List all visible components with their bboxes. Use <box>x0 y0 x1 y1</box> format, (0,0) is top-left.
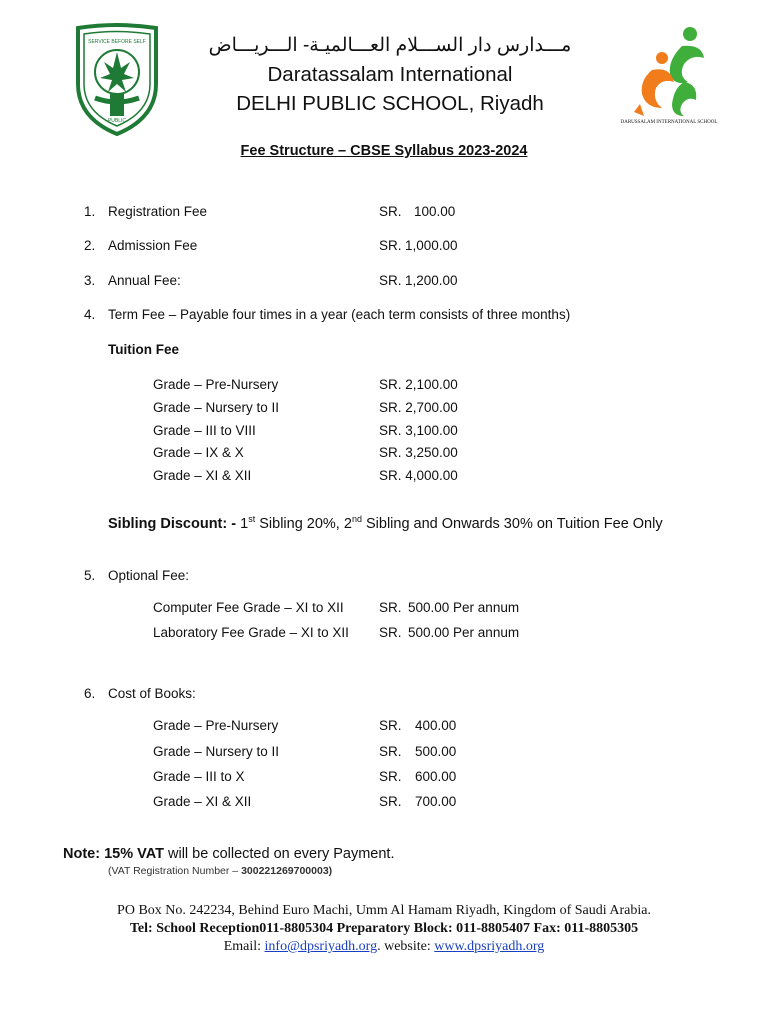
footer-contact <box>0 939 768 955</box>
school-name-arabic: مـــدارس دار الســـلام العـــالميـة- الـــريـــاض <box>208 35 572 56</box>
tuition-amount: SR. 4,000.00 <box>379 468 458 483</box>
website-link[interactable]: www.dpsriyadh.org <box>434 939 545 954</box>
optional-item-amount: 500.00 Per annum <box>408 625 520 640</box>
svg-text:PUBLIC: PUBLIC <box>107 118 127 124</box>
optional-item-name: Computer Fee Grade – XI to XII <box>153 600 344 615</box>
books-currency: SR. <box>379 794 402 809</box>
books-amount: 600.00 <box>415 769 457 784</box>
vat-registration-number: 300221269700003) <box>241 865 333 877</box>
books-amount: 500.00 <box>415 744 457 759</box>
sibling-first-text: Sibling 20%, 2 <box>255 516 352 532</box>
email-link[interactable]: info@dpsriyadh.org <box>264 939 378 954</box>
books-grade: Grade – XI & XII <box>153 794 252 809</box>
vat-registration-prefix: (VAT Registration Number – <box>108 865 242 877</box>
fee-currency: SR. <box>379 238 402 253</box>
page-title-text: Fee Structure – CBSE Syllabus 2023-2024 <box>240 143 528 159</box>
fee-amount: 1,200.00 <box>405 273 458 288</box>
books-grade: Grade – Nursery to II <box>153 744 280 759</box>
optional-fee-number: 5. <box>84 568 96 583</box>
vat-note <box>63 846 394 862</box>
tuition-grade: Grade – Nursery to II <box>153 400 280 415</box>
fee-label: Registration Fee <box>108 204 208 219</box>
tuition-grade: Grade – IX & X <box>153 445 244 460</box>
tuition-grade: Grade – Pre-Nursery <box>153 377 279 392</box>
fee-number: 2. <box>84 238 96 253</box>
footer-address: PO Box No. 242234, Behind Euro Machi, Umm Al Hamam Riyadh, Kingdom of Saudi Arabia. <box>117 903 651 918</box>
school-name-line-1: Daratassalam International <box>267 63 513 86</box>
sibling-first: 1 <box>240 516 249 532</box>
footer-website-label: . website: <box>377 939 435 954</box>
fee-label: Admission Fee <box>108 238 198 253</box>
sibling-first-sup: st <box>248 514 256 525</box>
optional-item-currency: SR. <box>379 625 402 640</box>
optional-item-amount: 500.00 Per annum <box>408 600 520 615</box>
svg-text:SERVICE BEFORE SELF: SERVICE BEFORE SELF <box>88 39 146 45</box>
books-amount: 700.00 <box>415 794 457 809</box>
fee-amount: 100.00 <box>414 204 456 219</box>
vat-note-label: Note: 15% VAT <box>63 846 164 862</box>
tuition-fee-heading: Tuition Fee <box>108 342 179 357</box>
fee-number: 1. <box>84 204 96 219</box>
tuition-amount: SR. 2,700.00 <box>379 400 458 415</box>
books-label: Cost of Books: <box>108 686 196 701</box>
footer-phones: Tel: School Reception011-8805304 Preparatory Block: 011-8805407 Fax: 011-8805305 <box>129 921 639 936</box>
sibling-discount <box>108 516 663 532</box>
tuition-amount: SR. 3,100.00 <box>379 423 458 438</box>
tuition-grade: Grade – III to VIII <box>153 423 256 438</box>
tuition-amount: SR. 3,250.00 <box>379 445 458 460</box>
footer-email-label: Email: <box>223 939 265 954</box>
optional-fee-label: Optional Fee: <box>108 568 190 583</box>
fee-amount: 1,000.00 <box>405 238 458 253</box>
term-fee-number: 4. <box>84 307 96 322</box>
sibling-second-text: Sibling and Onwards 30% on Tuition Fee Only <box>361 516 663 532</box>
tuition-amount: SR. 2,100.00 <box>379 377 458 392</box>
sibling-discount-label: Sibling Discount: - <box>108 516 237 532</box>
sibling-second-sup: nd <box>351 514 362 525</box>
books-grade: Grade – Pre-Nursery <box>153 718 279 733</box>
books-currency: SR. <box>379 769 402 784</box>
fee-currency: SR. <box>379 204 402 219</box>
books-number: 6. <box>84 686 96 701</box>
vat-registration <box>108 865 332 877</box>
fee-currency: SR. <box>379 273 402 288</box>
tuition-grade: Grade – XI & XII <box>153 468 252 483</box>
fee-label: Annual Fee: <box>108 273 181 288</box>
vat-note-text: will be collected on every Payment. <box>163 846 395 862</box>
school-crest-logo <box>70 22 164 138</box>
logo-caption: DARUSSALAM INTERNATIONAL SCHOOL <box>620 120 718 125</box>
darussalam-logo <box>622 24 722 128</box>
books-currency: SR. <box>379 718 402 733</box>
optional-item-currency: SR. <box>379 600 402 615</box>
term-fee-label: Term Fee – Payable four times in a year (each term consists of three months) <box>108 307 571 322</box>
fee-number: 3. <box>84 273 96 288</box>
school-name-line-2: DELHI PUBLIC SCHOOL, Riyadh <box>236 92 544 115</box>
books-amount: 400.00 <box>415 718 457 733</box>
books-currency: SR. <box>379 744 402 759</box>
books-grade: Grade – III to X <box>153 769 245 784</box>
optional-item-name: Laboratory Fee Grade – XI to XII <box>153 625 349 640</box>
page-title <box>0 143 768 159</box>
